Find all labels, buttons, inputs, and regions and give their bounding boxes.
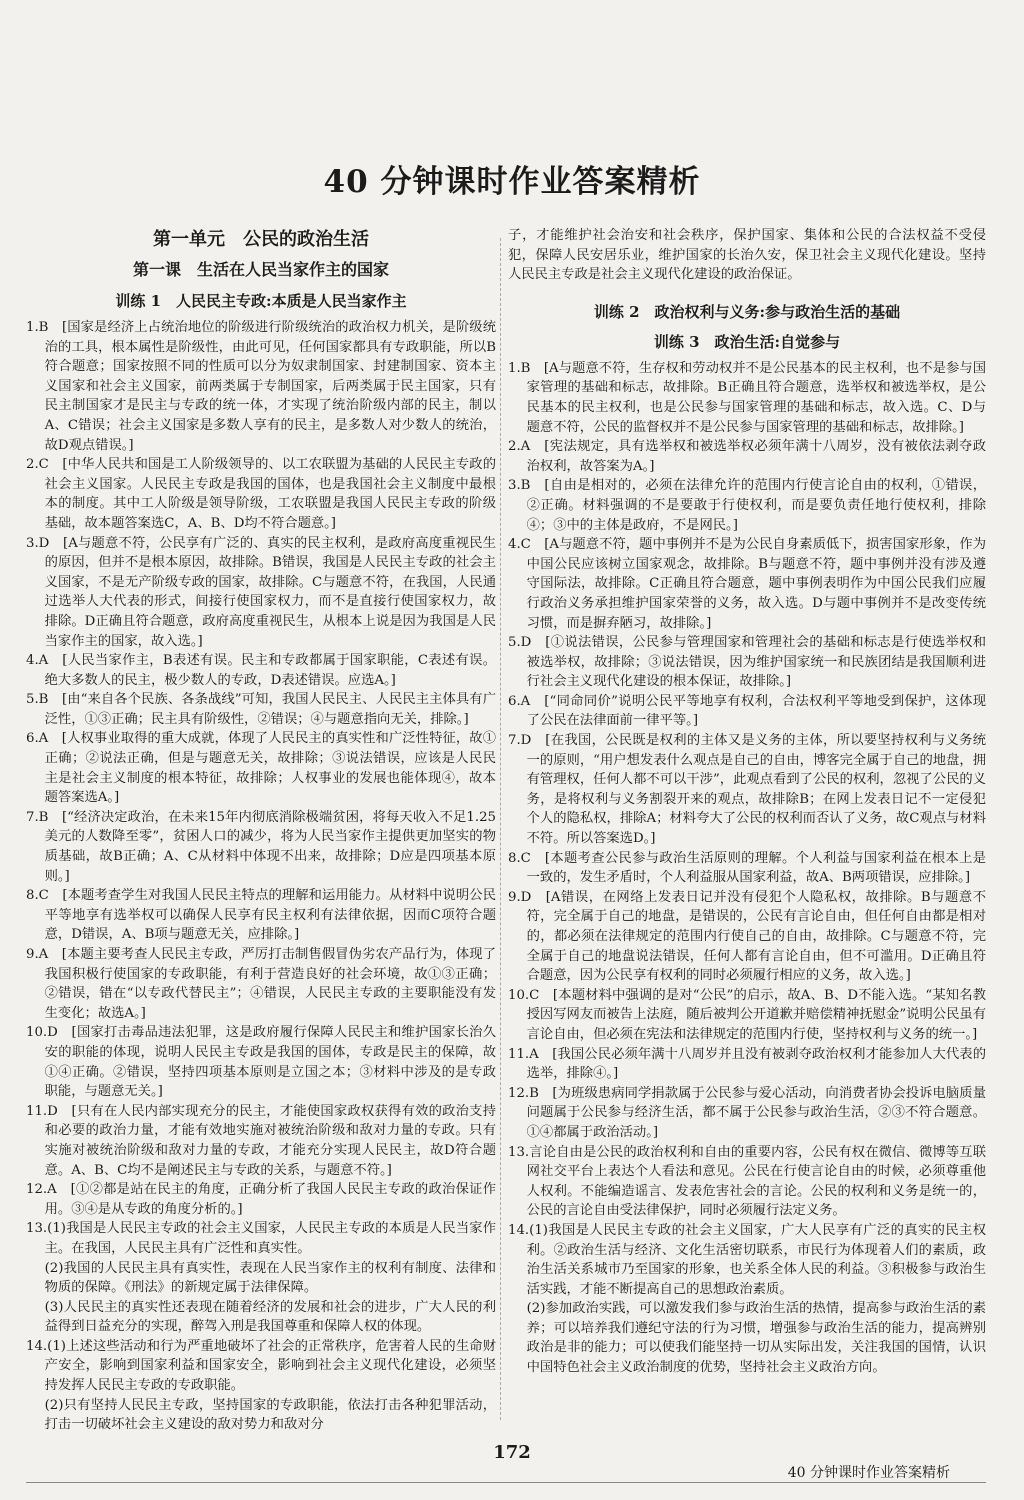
answer-item: 4.C [A与题意不符，题中事例并不是为公民自身素质低下，损害国家形象，作为中国公民应该树立国家观念，故排除。B与题意不符，题中事例并没有涉及遵守国际法，故排除。C正确且符合题意，题中事例表明作为中国公民我们应履行政治义务承担维护国家荣誉的义务，故入选。D与题中事例并不是改变传统习惯，而是摒弃陋习，故排除。] bbox=[508, 537, 986, 631]
left-answer-list bbox=[26, 318, 496, 1219]
answer-item: 6.A [“同命同价”说明公民平等地享有权利，合法权利平等地受到保护，这体现了公民在法律面前一律平等。] bbox=[508, 693, 986, 729]
answer-q14-left-subs bbox=[26, 1396, 496, 1435]
training2-heading: 训练 2 政治权利与义务:参与政治生活的基础 bbox=[593, 302, 901, 321]
answer-item: 7.D [在我国，公民既是权利的主体又是义务的主体，所以要坚持权利与义务统一的原则，“用户想发表什么观点是自己的自由，博客完全属于自己的地盘，拥有管理权，任何人都不可以干涉”，此观点看到了公民的权利，忽视了公民的义务，是将权利与义务割裂开来的观点，故排除B；在网上发表日记不一定侵犯个人的隐私权，排除A；材料夸大了公民的权利而否认了义务，故C观点与材料不符。所以答案选D。] bbox=[508, 733, 986, 847]
answer-q13-right: 13.言论自由是公民的政治权利和自由的重要内容，公民有权在微信、微博等互联网社交平台上表达个人看法和意见。公民在行使言论自由的时候，必须尊重他人权利。不能编造谣言、发表危害社会的言论。公民的权利和义务是统一的，公民的言论自由受法律保护，同时必须履行法定义务。 bbox=[508, 1144, 986, 1219]
answer-q13-left: 13.(1)我国是人民民主专政的社会主义国家，人民民主专政的本质是人民当家作主。在我国，人民民主具有广泛性和真实性。 bbox=[26, 1221, 496, 1256]
training1-heading: 训练 1 人民民主专政:本质是人民当家作主 bbox=[115, 292, 407, 310]
answer-item: 8.C [本题考查公民参与政治生活原则的理解。个人利益与国家利益在根本上是一致的，发生矛盾时，个人利益服从国家利益，故A、B两项错误，应排除。] bbox=[508, 850, 986, 886]
answer-item: 10.C [本题材料中强调的是对“公民”的启示，故A、B、D不能入选。“某知名教授因写网友而被告上法庭，随后被判公开道歉并赔偿精神抚慰金”说明公民虽有言论自由，但必须在宪法和法律规定的范围内行使，坚持权利与义务的统一。] bbox=[508, 987, 986, 1042]
answer-item: 8.C [本题考查学生对我国人民民主特点的理解和运用能力。从材料中说明公民平等地享有选举权可以确保人民享有民主权利有法律依据，因而C项符合题意，D错误，A、B项与题意无关，应排除。] bbox=[26, 888, 496, 943]
answer-item: 1.B [国家是经济上占统治地位的阶级进行阶级统治的政治权力机关，是阶级统治的工具，根本属性是阶级性，由此可见，任何国家都具有专政职能，所以B符合题意；国家按照不同的性质可以分为奴隶制国家、封建制国家、资本主义国家和社会主义国家，前两类属于专制国家，后两类属于民主国家，只有民主制国家才是民主与专政的统一体，才实现了统治阶级内部的民主，制以A、C错误；社会主义国家是多数人享有的民主，是多数人对少数人的统治，故D观点错误。] bbox=[26, 320, 496, 453]
answer-item: 6.A [人权事业取得的重大成就，体现了人民民主的真实性和广泛性特征，故①正确；②说法正确，但是与题意无关，故排除；③说法错误，应该是人民民主是社会主义制度的根本特征，故排除；人权事业的发展也能体现④，故本题答案选A。] bbox=[26, 731, 496, 806]
answer-item: 12.A [①②都是站在民主的角度，正确分析了我国人民民主专政的政治保证作用。③④是从专政的角度分析的。] bbox=[26, 1182, 496, 1217]
answer-subitem: (2)我国的人民民主具有真实性，表现在人民当家作主的权利有制度、法律和物质的保障。《刑法》的新规定属于法律保障。 bbox=[44, 1260, 496, 1296]
answer-item: 2.C [中华人民共和国是工人阶级领导的、以工农联盟为基础的人民民主专政的社会主义国家。人民民主专政是我国的国体，也是我国社会主义制度中最根本的制度。其中工人阶级是领导阶级，工农联盟是我国人民民主专政的阶级基础，故本题答案选C，A、B、D均不符合题意。] bbox=[26, 457, 496, 531]
answer-q13-left-subs bbox=[26, 1259, 496, 1337]
answer-item: 9.D [A错误，在网络上发表日记并没有侵犯个人隐私权，故排除。B与题意不符，完全属于自己的地盘，是错误的，公民有言论自由，但任何自由都是相对的，都必须在法律规定的范围内行使自己的自由，故排除。C与题意不符，完全属于自己的地盘说法错误，任何人都有言论自由，但不可滥用。D正确且符合题意，因为公民享有权利的同时必须履行相应的义务，故入选。] bbox=[508, 889, 986, 984]
answer-item: 5.D [①说法错误，公民参与管理国家和管理社会的基础和标志是行使选举权和被选举权，故排除；③说法错误，因为维护国家统一和民族团结是我国顺利进行社会主义现代化建设的根本保证，故排除。] bbox=[508, 635, 986, 690]
answer-item: 3.D [A与题意不符，公民享有广泛的、真实的民主权利，是政府高度重视民生的原因，但并不是根本原因，故排除。B错误，我国是人民民主专政的社会主义国家，不是无产阶级专政的国家，故排除。C与题意不符，在我国，人民通过选举人大代表的形式，间接行使国家权力，而不是直接行使国家权力，故排除。D正确且符合题意，政府高度重视民生，从根本上说是因为我国是人民当家作主的国家，故入选。] bbox=[26, 535, 496, 649]
answer-item: 11.A [我国公民必须年满十八周岁并且没有被剥夺政治权利才能参加人大代表的选举，排除④。] bbox=[508, 1046, 986, 1082]
answer-item: 3.B [自由是相对的，必须在法律允许的范围内行使言论自由的权利，①错误，②正确。材料强调的不是要敢于行使权利，而是要负责任地行使权利，排除④；③中的主体是政府，不是网民。] bbox=[508, 478, 986, 533]
footer-label: 40 分钟课时作业答案精析 bbox=[787, 1465, 950, 1481]
answer-subitem: (3)人民民主的真实性还表现在随着经济的发展和社会的进步，广大人民的利益得到日益充分的实现，醉驾入刑是我国尊重和保障人权的体现。 bbox=[44, 1299, 496, 1335]
answer-item: 11.D [只有在人民内部实现充分的民主，才能使国家政权获得有效的政治支持和必要的政治力量，才能有效地实施对被统治阶级和敌对力量的专政。只有实施对被统治阶级和敌对力量的专政，才能充分实现人民民主，故D符合题意。A、B、C均不是阐述民主与专政的关系，与题意不符。] bbox=[26, 1103, 496, 1178]
answer-q14-right-subs bbox=[508, 1299, 986, 1377]
answer-subitem: (2)只有坚持人民民主专政，坚持国家的专政职能，依法打击各种犯罪活动，打击一切破坏社会主义建设的敌对势力和敌对分 bbox=[44, 1397, 496, 1433]
left-column bbox=[26, 226, 496, 1435]
answer-subitem: (2)参加政治实践，可以激发我们参与政治生活的热情，提高参与政治生活的素养；可以培养我们遵纪守法的行为习惯，增强参与政治生活的能力，提高辨别政治是非的能力；可以使我们能坚持一切从实际出发，关注我国的国情，认识中国特色社会主义政治制度的优势，坚持社会主义政治方向。 bbox=[526, 1301, 986, 1376]
continuation-text: 子，才能维护社会治安和社会秩序，保护国家、集体和公民的合法权益不受侵犯，保障人民安居乐业，维护国家的长治久安，保卫社会主义现代化建设。坚持人民民主专政是社会主义现代化建设的政治保证。 bbox=[508, 228, 986, 283]
answer-item: 12.B [为班级患病同学捐款属于公民参与爱心活动，向消费者协会投诉电脑质量问题属于公民参与经济生活，都不属于公民参与政治生活，②③不符合题意。①④都属于政治活动。] bbox=[508, 1085, 986, 1140]
lesson-heading: 第一课 生活在人民当家作主的国家 bbox=[132, 260, 389, 279]
page-title: 40 分钟课时作业答案精析 bbox=[323, 164, 701, 200]
column-divider bbox=[500, 238, 501, 1420]
answer-q14-right: 14.(1)我国是人民民主专政的社会主义国家，广大人民享有广泛的真实的民主权利。②政治生活与经济、文化生活密切联系，市民行为体现着人们的素质，政治生活关系城市乃至国家的形象，也关系全体人民的利益。③积极参与政治生活实践，才能不断提高自己的思想政治素质。 bbox=[508, 1222, 986, 1297]
answer-q14-left: 14.(1)上述这些活动和行为严重地破坏了社会的正常秩序，危害着人民的生命财产安全，影响到国家利益和国家安全，影响到社会主义现代化建设，必须坚持发挥人民民主专政的专政职能。 bbox=[26, 1338, 496, 1394]
answer-item: 5.B [由“来自各个民族、各条战线”可知，我国人民民主、人民民主主体具有广泛性，①③正确；民主具有阶级性，②错误；④与题意指向无关，排除。] bbox=[26, 692, 496, 727]
training3-heading: 训练 3 政治生活:自觉参与 bbox=[653, 332, 841, 351]
footer-rule bbox=[26, 1482, 986, 1483]
answer-item: 9.A [本题主要考查人民民主专政，严厉打击制售假冒伪劣农产品行为，体现了我国积极行使国家的专政职能，有利于营造良好的社会环境，故①③正确；②错误，错在“以专政代替民主”；④错误，人民民主专政的主要职能没有发生变化；故选A。] bbox=[26, 947, 496, 1021]
right-answer-list bbox=[508, 359, 986, 1143]
right-column bbox=[508, 226, 986, 1378]
answer-item: 4.A [人民当家作主，B表述有误。民主和专政都属于国家职能，C表述有误。绝大多数人的民主，极少数人的专政，D表述错误。应选A。] bbox=[26, 653, 496, 688]
answer-item: 10.D [国家打击毒品违法犯罪，这是政府履行保障人民民主和维护国家长治久安的职能的体现，说明人民民主专政是我国的国体，专政是民主的保障，故①④正确。②错误，坚持四项基本原则是立国之本；③材料中涉及的是专政职能，与题意无关。] bbox=[26, 1025, 496, 1100]
answer-item: 7.B [“经济决定政治，在未来15年内彻底消除极端贫困，将每天收入不足1.25美元的人数降至零”，贫困人口的减少，将为人民当家作主提供更加坚实的物质基础，故B正确；A、C从材料中体现不出来，故排除；D应是四项基本原则。] bbox=[26, 809, 496, 884]
answer-item: 1.B [A与题意不符，生存权和劳动权并不是公民基本的民主权利，也不是参与国家管理的基础和标志，故排除。B正确且符合题意，选举权和被选举权，是公民基本的民主权利，也是公民参与国家管理的基础和标志，故入选。C、D与题意不符，公民的监督权并不是公民参与国家管理的基础和标志，故排除。] bbox=[508, 360, 986, 435]
answer-item: 2.A [宪法规定，具有选举权和被选举权必须年满十八周岁，没有被依法剥夺政治权利，故答案为A。] bbox=[508, 439, 986, 474]
unit-heading: 第一单元 公民的政治生活 bbox=[153, 229, 369, 250]
page-number: 172 bbox=[493, 1442, 531, 1463]
